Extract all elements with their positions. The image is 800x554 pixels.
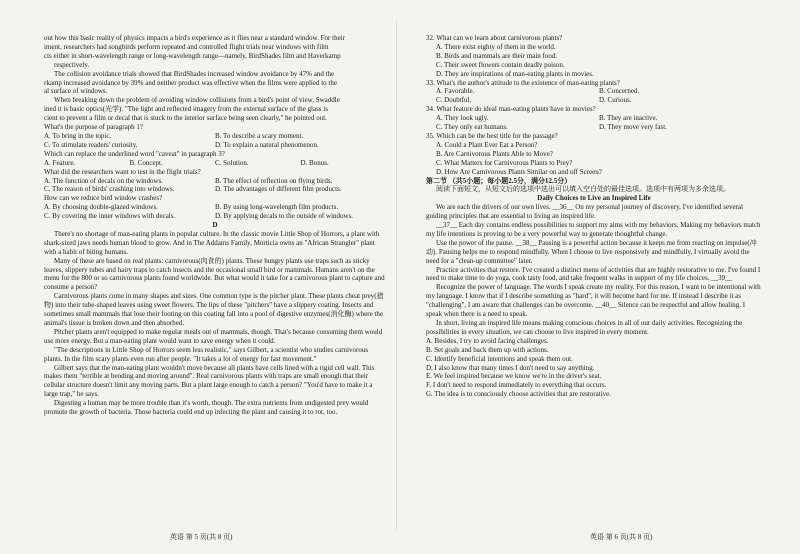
option-row xyxy=(44,159,386,168)
cloze-options xyxy=(426,337,762,399)
passage-line: The collision avoidance trials showed that BirdShades increased window avoidance by 47% and the xyxy=(54,69,335,78)
option-row xyxy=(44,132,386,141)
option: A. By choosing double-glazed windows. xyxy=(44,203,158,212)
option: A. They look ugly. xyxy=(436,114,489,123)
option: D. Bonus. xyxy=(300,158,329,167)
question-stem: Which can replace the underlined word "caveat" in paragraph 3? xyxy=(44,149,225,158)
passage-paragraph: Use the power of the pause. __38__ Pausing is a powerful action because it keeps me from reacting on impulse(冲动). Pausing helps me to respond mindfully. When I choose to live responsively and mindfully, I virtually avoid the need for a "clean-up committee" later. xyxy=(426,238,757,265)
question-block xyxy=(44,194,386,221)
question-block xyxy=(44,168,386,195)
option: B. By using long-wavelength film products. xyxy=(215,203,339,212)
section-label: D xyxy=(212,221,218,230)
passage-line: cient to prevent a film or decal that is stuck to the interior surface being seen clearly," he pointed out. xyxy=(44,114,327,123)
passage-paragraph: We are each the drivers of our own lives. __36__ On my personal journey of discovery, I've identified several guiding principles that are essential to living an inspired life. xyxy=(426,203,743,221)
option-row xyxy=(426,96,762,105)
passage-paragraph: In short, living an inspired life means making conscious choices in all of our daily activities. Recognizing the possibilities in every situation, we can choose to live inspired in every moment. xyxy=(426,319,743,336)
option-row xyxy=(44,177,386,186)
question-block xyxy=(426,105,762,132)
option-row xyxy=(44,185,386,194)
right-page xyxy=(426,34,762,399)
option-row xyxy=(44,203,386,212)
passage-line: out how this basic reality of physics impacts a bird's experience as it flies near a standard window. For their xyxy=(44,34,345,42)
passage-line: ined it is basic optics(光学). "The light and reflected imagery from the external surface of the glass is xyxy=(44,105,328,114)
option-row xyxy=(44,212,386,221)
cloze-passage xyxy=(426,203,762,337)
cloze-option: B. Set goals and back them up with actions. xyxy=(426,345,549,354)
option: C. By covering the inner windows with decals. xyxy=(44,212,176,221)
option: D. Curious. xyxy=(599,96,632,105)
option: D. The advantages of different film products. xyxy=(215,185,342,194)
option: A. Could a Plant Ever Eat a Person? xyxy=(436,140,538,149)
passage-paragraph: __37__ Each day contains endless possibilities to support my aims with my behaviors. Making my behaviors match my life intentions is proving to be a very powerful way to generate thoughtful change. xyxy=(426,221,761,238)
passage-paragraph: Pitcher plants aren't equipped to make regular meals out of mammals, though. That's because consuming them would use more energy. But a man-eating plant would want to save energy when it could. xyxy=(44,327,383,345)
question-stem: What did the researchers want to test in the flight trials? xyxy=(44,167,201,176)
passage-paragraph: Recognize the power of language. The words I speak create my reality. For this reason, I want to be intentional with my language. I know that if I describe something as "hard", it will become hard for me. If instead I describe it as "challenging", I am aware that challenges can be overcome. __40__ Silence can be respectful and allow healing. I speak when there is a need to speak. xyxy=(426,283,761,319)
option: C. The reason of birds' crashing into windows. xyxy=(44,185,175,194)
passage-title: Daily Choices to Live an Inspired Life xyxy=(537,194,651,203)
option: B. To describe a scary moment. xyxy=(215,131,304,140)
option: C. Doubtful. xyxy=(436,96,472,105)
option: B. Birds and mammals are their main food. xyxy=(436,51,558,60)
page-divider xyxy=(396,20,397,530)
passage-paragraph: Gilbert says that the man-eating plant wouldn't move because all plants have cells lined with a rigid cell wall. This makes them "terrible at bending and moving around". Real carnivorous plants with traps are small enough that their cellular structure doesn't limit any moving parts. But a plant large enough to catch a person? "You'd have to make it a large trap," he says. xyxy=(44,363,375,399)
cloze-option: E. We feel inspired because we know we're in the driver's seat. xyxy=(426,372,602,381)
option-row xyxy=(426,123,762,132)
passage-paragraph: Carnivorous plants come in many shapes and sizes. One common type is the pitcher plant. These plants cheat prey(猎物) into their tube-shaped leaves using sweet flowers. The lips of these "pitchers" have a slippery coating. Insects and sometimes small mammals that lose their footing on this coating fall into a pool of digestive enzymes(消化酶) where the animal's tissue is broken down and then absorbed. xyxy=(44,292,384,327)
option: B. Concept. xyxy=(129,158,163,167)
option-row xyxy=(426,114,762,123)
option: A. To bring in the topic. xyxy=(44,131,112,140)
option: D. To explain a natural phenomenon. xyxy=(215,140,319,149)
option-row xyxy=(44,141,386,150)
cloze-option: F. I don't need to respond immediately to everything that occurs. xyxy=(426,381,607,390)
passage-line: respectively. xyxy=(54,60,90,69)
option: D. They move very fast. xyxy=(599,123,667,132)
passage-line: cts either in short-wavelength range or long-wavelength range—namely, BirdShades film and Haverkamp xyxy=(44,51,341,60)
section-heading: 第二节 （共5小题；每小题2.5分，满分12.5分） xyxy=(426,176,572,185)
question-stem: 33. What's the author's attitude to the existence of man-eating plants? xyxy=(426,78,620,87)
passage-paragraph: Practice activities that restore. I've created a distinct menu of activities that are highly restorative to me. I've found I need to make time to do yoga, cook tasty food, and take frequent walks in support of my life choices. __39__ xyxy=(426,265,761,283)
option: B. Are Carnivorous Plants Able to Move? xyxy=(436,149,553,158)
question-stem: 35. Which can be the best title for the passage? xyxy=(426,131,558,140)
question-block xyxy=(426,79,762,106)
passage-line: al surface of windows. xyxy=(44,87,108,96)
option: B. Concerned. xyxy=(599,87,640,96)
option: B. They are inactive. xyxy=(599,114,658,123)
option-row xyxy=(426,87,762,96)
passage-paragraph: There's no shortage of man-eating plants in popular culture. In the classic movie Little Shop of Horrors, a plant with shark-sized jaws needs human blood to grow. And in The Addams Family, Morticia owns an "African Strangler" plant with a habit of biting humans. xyxy=(44,229,380,256)
option: A. There exist eighty of them in the world. xyxy=(436,42,556,51)
question-block xyxy=(44,150,386,168)
passage-paragraph: "The descriptions in Little Shop of Horrors seem less realistic," says Gilbert, a scientist who studies carnivorous plants. In the film scary plants even run after people. "It takes a lot of energy for fast movement." xyxy=(44,345,369,363)
question-stem: 32. What can we learn about carnivorous plants? xyxy=(426,34,563,42)
question-block xyxy=(426,34,762,79)
option: C. They only eat humans. xyxy=(436,123,508,132)
passage-line: rkamp increased avoidance by 39% and neither product was effective when the films were applied to the xyxy=(44,78,337,87)
passage-paragraph: Many of these are based on real plants: carnivorous(肉食的) plants. These hungry plants use traps such as sticky leaves, slippery tubes and hairy traps to catch insects and the occasional small bird or mammals. Humans aren't on the menu for the 800 or so carnivorous plants found worldwide. But what would it take for a carnivorous plant to capture and consume a person? xyxy=(44,256,385,292)
page-footer: 英语 第 6 页(共 8 页) xyxy=(590,533,653,541)
passage-d xyxy=(44,230,386,417)
option: C. Solution. xyxy=(215,158,249,167)
option: A. The function of decals on the windows. xyxy=(44,176,164,185)
left-page xyxy=(44,34,386,417)
cloze-option: D. I also know that many times I don't need to say anything. xyxy=(426,363,595,372)
cloze-option: A. Besides, I try to avoid facing challenges. xyxy=(426,336,549,345)
option: D. By applying decals to the outside of windows. xyxy=(215,212,354,221)
option: A. Feature. xyxy=(44,158,76,167)
question-stem: 34. What feature do ideal man-eating plants have in movies? xyxy=(426,105,596,114)
option: D. They are inspirations of man-eating plants in movies. xyxy=(436,69,594,78)
section-instruction: 阅读下面短文，从短文后的选项中选出可以填入空白处的最佳选项。选项中有两项为多余选项。 xyxy=(436,185,730,194)
option: C. What Matters for Carnivorous Plants to Prey? xyxy=(436,158,573,167)
option: D. How Are Carnivorous Plants Similar on and off Screen? xyxy=(436,167,602,176)
question-block xyxy=(44,123,386,150)
page-footer: 英语 第 5 页(共 8 页) xyxy=(170,533,233,541)
passage-paragraph: Digesting a human may be more trouble than it's worth, though. The extra nutrients from undigested prey would promote the growth of bacteria. Those bacteria could end up infecting the plant and causing it to rot, too. xyxy=(44,399,369,417)
question-stem: What's the purpose of paragraph 1? xyxy=(44,123,144,132)
cloze-option: C. Identify beneficial intentions and speak them out. xyxy=(426,354,573,363)
passage-c-tail xyxy=(44,34,386,123)
passage-line: When breaking down the problem of avoiding window collisions from a bird's point of view, Swaddle xyxy=(54,96,340,105)
option: C. To stimulate readers' curiosity. xyxy=(44,140,138,149)
option: B. The effect of reflection on flying birds. xyxy=(215,176,333,185)
option: C. Their sweet flowers contain deadly poison. xyxy=(436,60,565,69)
passage-line: iment, researchers had songbirds perform repeated and controlled flight trials near windows with film xyxy=(44,42,329,51)
cloze-option: G. The idea is to consciously choose activities that are restorative. xyxy=(426,390,611,399)
option: A. Favorable. xyxy=(436,87,475,96)
question-block xyxy=(426,132,762,177)
question-stem: How can we reduce bird window crashes? xyxy=(44,194,163,203)
